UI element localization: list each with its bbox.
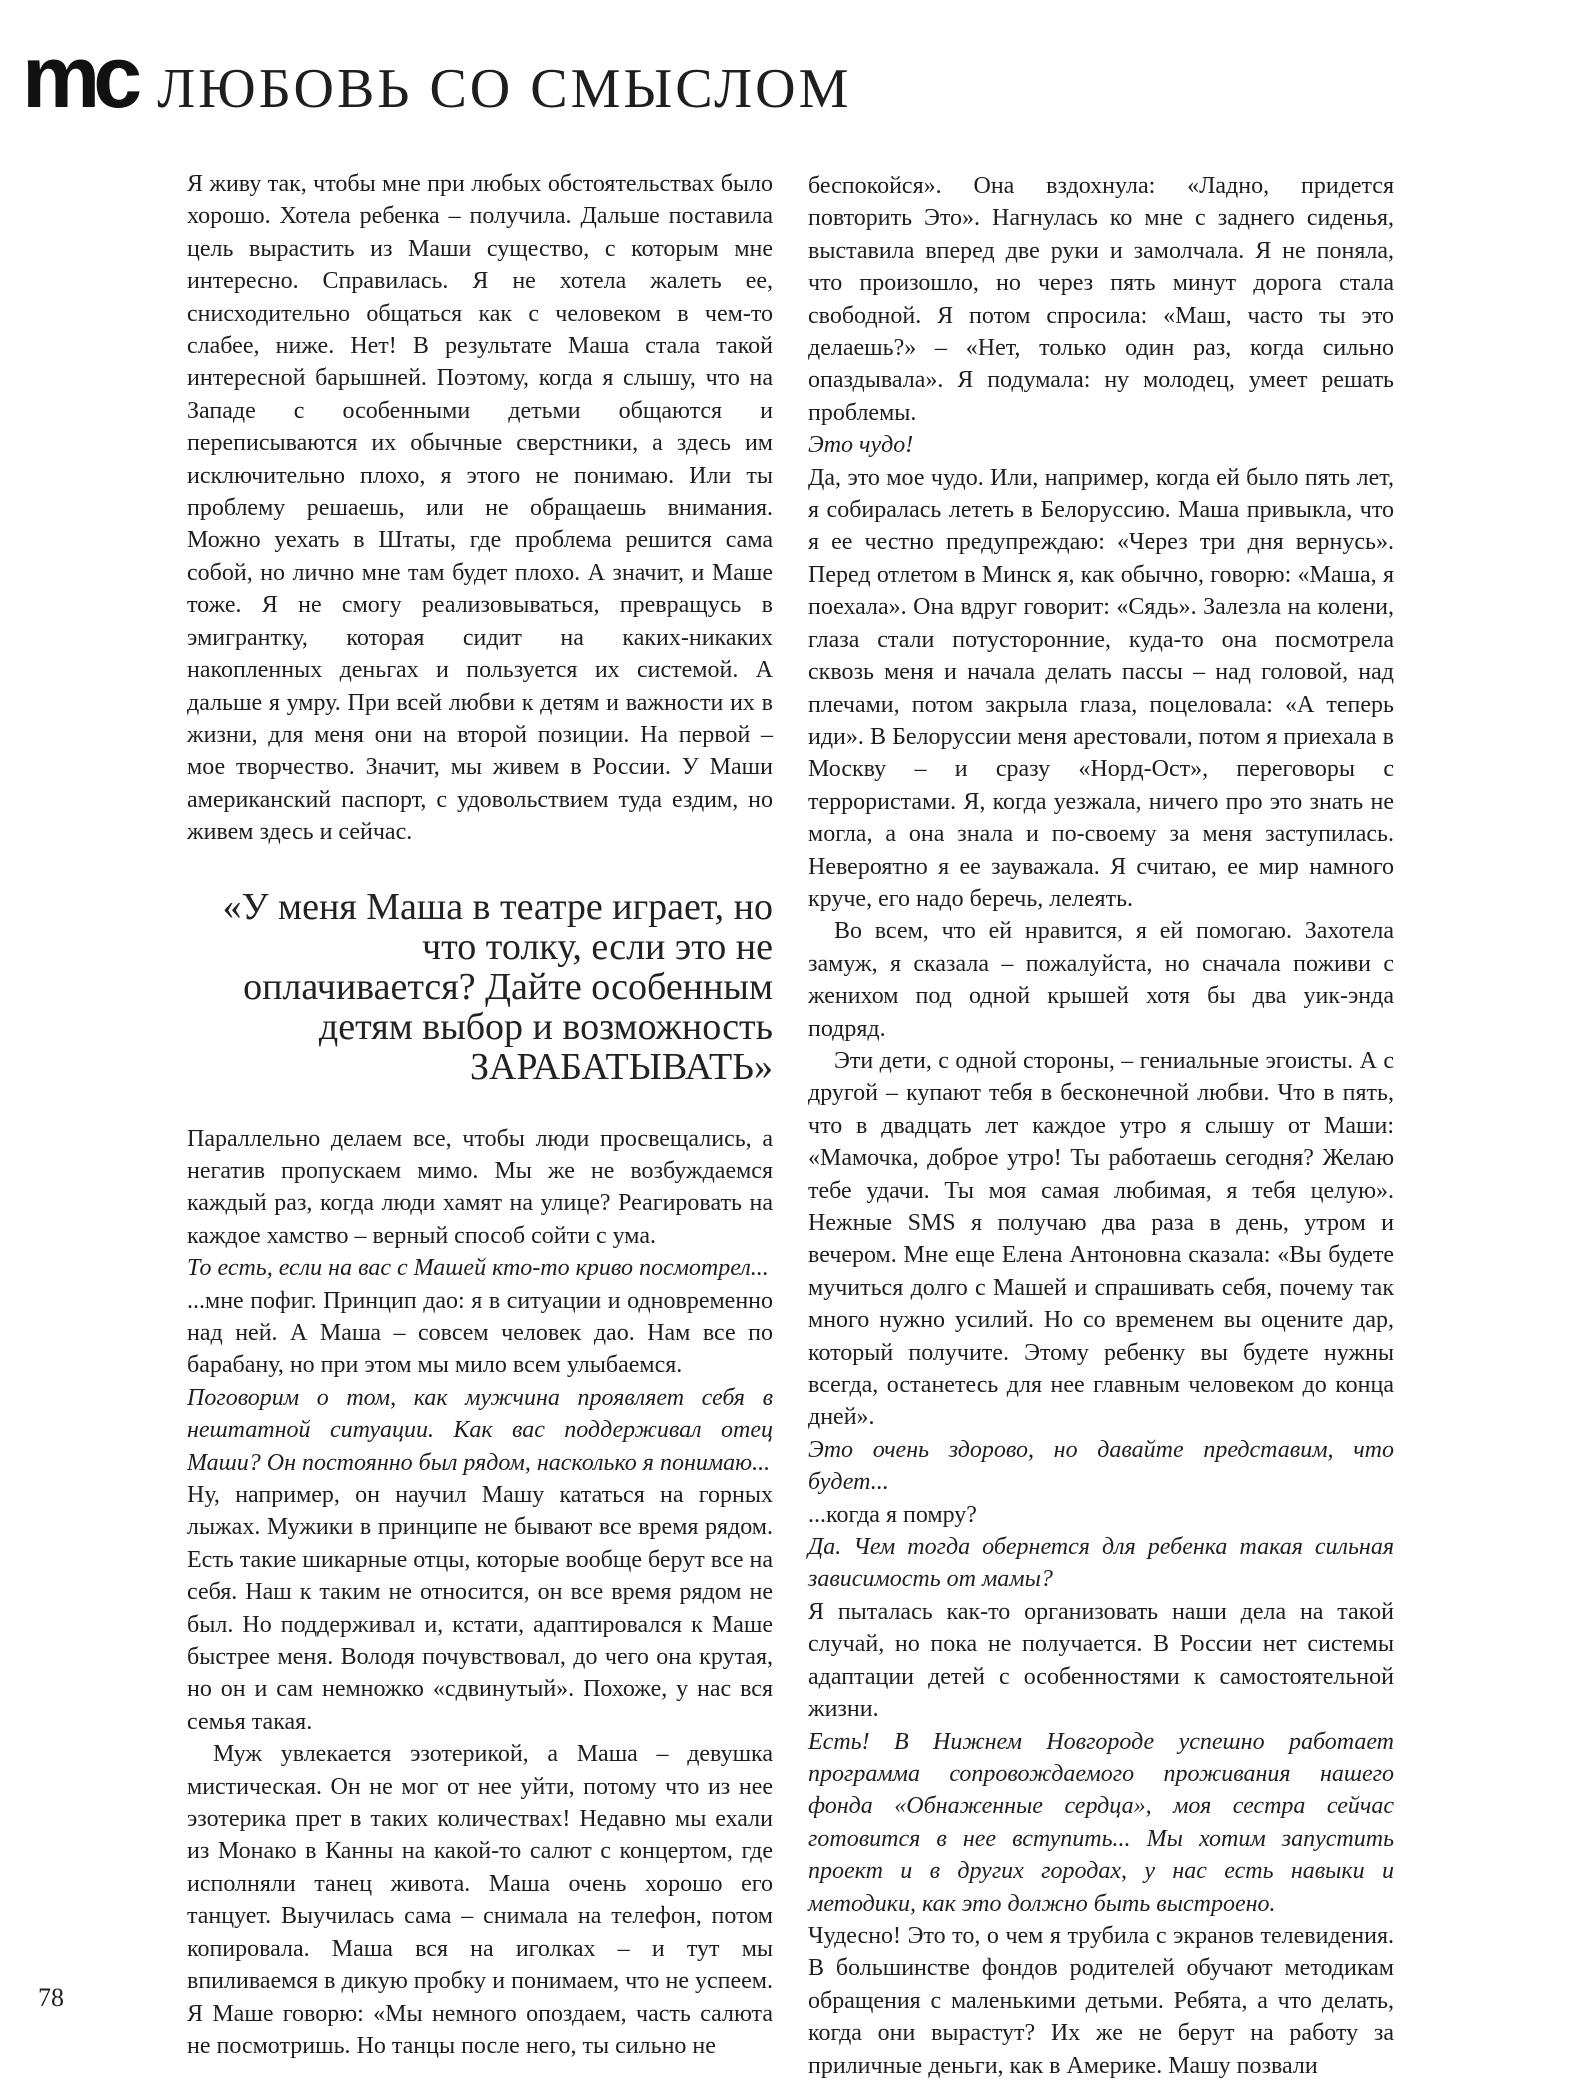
magazine-logo: mc [22,27,136,126]
interview-question: Это чудо! [808,432,914,459]
paragraph: Я живу так, чтобы мне при любых обстоятельствах было хорошо. Хотела ребенка – получила. Дальше поставила цель вырастить из Маши существо, с которым мне интересно. Справилась. Я не хотела жалеть ее, снисходительно общаться как с человеком в чем-то слабее, ниже. Нет! В результате Маша стала такой интересной барышней. Поэтому, когда я слышу, что на Западе с особенными детьми общаются и переписываются их обычные сверстники, а здесь им исключительно плохо, я этого не понимаю. Или ты проблему решаешь, или не обращаешь внимания. Можно уехать в Штаты, где проблема решится сама собой, но лично мне там будет плохо. А значит, и Маше тоже. Я не смогу реализовываться, превращусь в эмигрантку, которая сидит на каких-никаких накопленных деньгах и пользуется их системой. А дальше я умру. При всей любви к детям и важности их в жизни, для меня они на второй позиции. На первой – мое творчество. Значит, мы живем в России. У Маши американский паспорт, с удовольствием туда ездим, но живем здесь и сейчас. [187,171,773,846]
interview-question: Да. Чем тогда обернется для ребенка такая сильная зависимость от мамы? [808,1534,1394,1593]
interview-question: Есть! В Нижнем Новгороде успешно работает программа сопровождаемого проживания нашего фонда «Обнаженные сердца», моя сестра сейчас готовится в нее вступить... Мы хотим запустить проект и в других городах, у нас есть навыки и методики, как это должно быть выстроено. [808,1728,1394,1917]
paragraph: ...когда я помру? [808,1501,977,1528]
paragraph: Во всем, что ей нравится, я ей помогаю. Захотела замуж, я сказала – пожалуйста, но сначала поживи с женихом под одной крышей хотя бы два уик-энда подряд. [808,918,1394,1042]
paragraph: Я пыталась как-то организовать наши дела на такой случай, но пока не получается. В России нет системы адаптации детей с особенностями к самостоятельной жизни. [808,1598,1394,1723]
section-title: ЛЮБОВЬ СО СМЫСЛОМ [157,58,852,120]
paragraph: ...мне пофиг. Принцип дао: я в ситуации и одновременно над ней. А Маша – совсем человек дао. Нам все по барабану, но при этом мы мило всем улыбаемся. [187,1287,773,1379]
paragraph: Параллельно делаем все, чтобы люди просвещались, а негатив пропускаем мимо. Мы же не возбуждаемся каждый раз, когда люди хамят на улице? Реагировать на каждое хамство – верный способ сойти с ума. [187,1125,773,1249]
paragraph: Чудесно! Это то, о чем я трубила с экранов телевидения. В большинстве фондов родителей обучают методикам обращения с маленькими детьми. Ребята, а что делать, когда они вырастут? Их же не берут на работу за приличные деньги, как в Америке. Машу позвали [808,1922,1394,2079]
page-number: 78 [38,1983,64,2012]
interview-question: Поговорим о том, как мужчина проявляет себя в нештатной ситуации. Как вас поддерживал отец Маши? Он постоянно был рядом, насколько я понимаю... [187,1384,773,1476]
pull-quote: «У меня Маша в театре играет, но что толку, если это не оплачивается? Дайте особенным детям выбор и возможность ЗАРАБАТЫВАТЬ» [222,885,773,1088]
left-column [187,168,773,2062]
interview-question: Это очень здорово, но давайте представим, что будет... [808,1436,1394,1496]
interview-question: То есть, если на вас с Машей кто-то криво посмотрел... [187,1255,769,1282]
paragraph: Муж увлекается эзотерикой, а Маша – девушка мистическая. Он не мог от нее уйти, потому что из нее эзотерика прет в таких количествах! Недавно мы ехали из Монако в Канны на какой-то салют с концертом, где исполняли танец живота. Маша очень хорошо его танцует. Выучилась сама – снимала на телефон, потом копировала. Маша вся на иголках – и тут мы впиливаемся в дикую пробку и понимаем, что не успеем. Я Маше говорю: «Мы немного опоздаем, часть салюта не посмотришь. Но танцы после него, ты сильно не [187,1741,773,2059]
paragraph: Да, это мое чудо. Или, например, когда ей было пять лет, я собиралась лететь в Белоруссию. Маша привыкла, что я ее честно предупреждаю: «Через три дня вернусь». Перед отлетом в Минск я, как обычно, говорю: «Маша, я поехала». Она вдруг говорит: «Сядь». Залезла на колени, глаза стали потусторонние, куда-то она посмотрела сквозь меня и начала делать пассы – над головой, над плечами, потом закрыла глаза, поцеловала: «А теперь иди». В Белоруссии меня арестовали, потом я приехала в Москву – и сразу «Норд-Ост», переговоры с террористами. Я, когда уезжала, ничего про это знать не могла, а она знала и по-своему за меня заступилась. Невероятно я ее зауважала. Я считаю, ее мир намного круче, его надо беречь, лелеять. [808,464,1394,912]
paragraph: беспокойся». Она вздохнула: «Ладно, придется повторить Это». Нагнулась ко мне с заднего сиденья, выставила вперед две руки и замолчала. Я не поняла, что произошло, но через пять минут дорога стала свободной. Я потом спросила: «Маш, часто ты это делаешь?» – «Нет, только один раз, когда сильно опаздывала». Я подумала: ну молодец, умеет решать проблемы. [808,173,1394,426]
page-header [22,27,852,126]
paragraph: Ну, например, он научил Машу кататься на горных лыжах. Мужики в принципе не бывают все время рядом. Есть такие шикарные отцы, которые вообще берут все на себя. Наш к таким не относится, он все время рядом не был. Но поддерживал и, кстати, адаптировался к Маше быстрее меня. Володя почувствовал, до чего она крутая, но он и сам немножко «сдвинутый». Похоже, у нас вся семья такая. [187,1482,773,1735]
right-column [808,170,1394,2082]
paragraph: Эти дети, с одной стороны, – гениальные эгоисты. А с другой – купают тебя в бесконечной любви. Что в пять, что в двадцать лет каждое утро я слышу от Маши: «Мамочка, доброе утро! Ты работаешь сегодня? Желаю тебе удачи. Ты моя самая любимая, я тебя целую». Нежные SMS я получаю два раза в день, утром и вечером. Мне еще Елена Антоновна сказала: «Вы будете мучиться долго с Машей и спрашивать себя, почему так много нужно усилий. Но со временем вы оцените дар, который получите. Этому ребенку вы будете нужны всегда, останетесь для нее главным человеком до конца дней». [808,1047,1394,1431]
